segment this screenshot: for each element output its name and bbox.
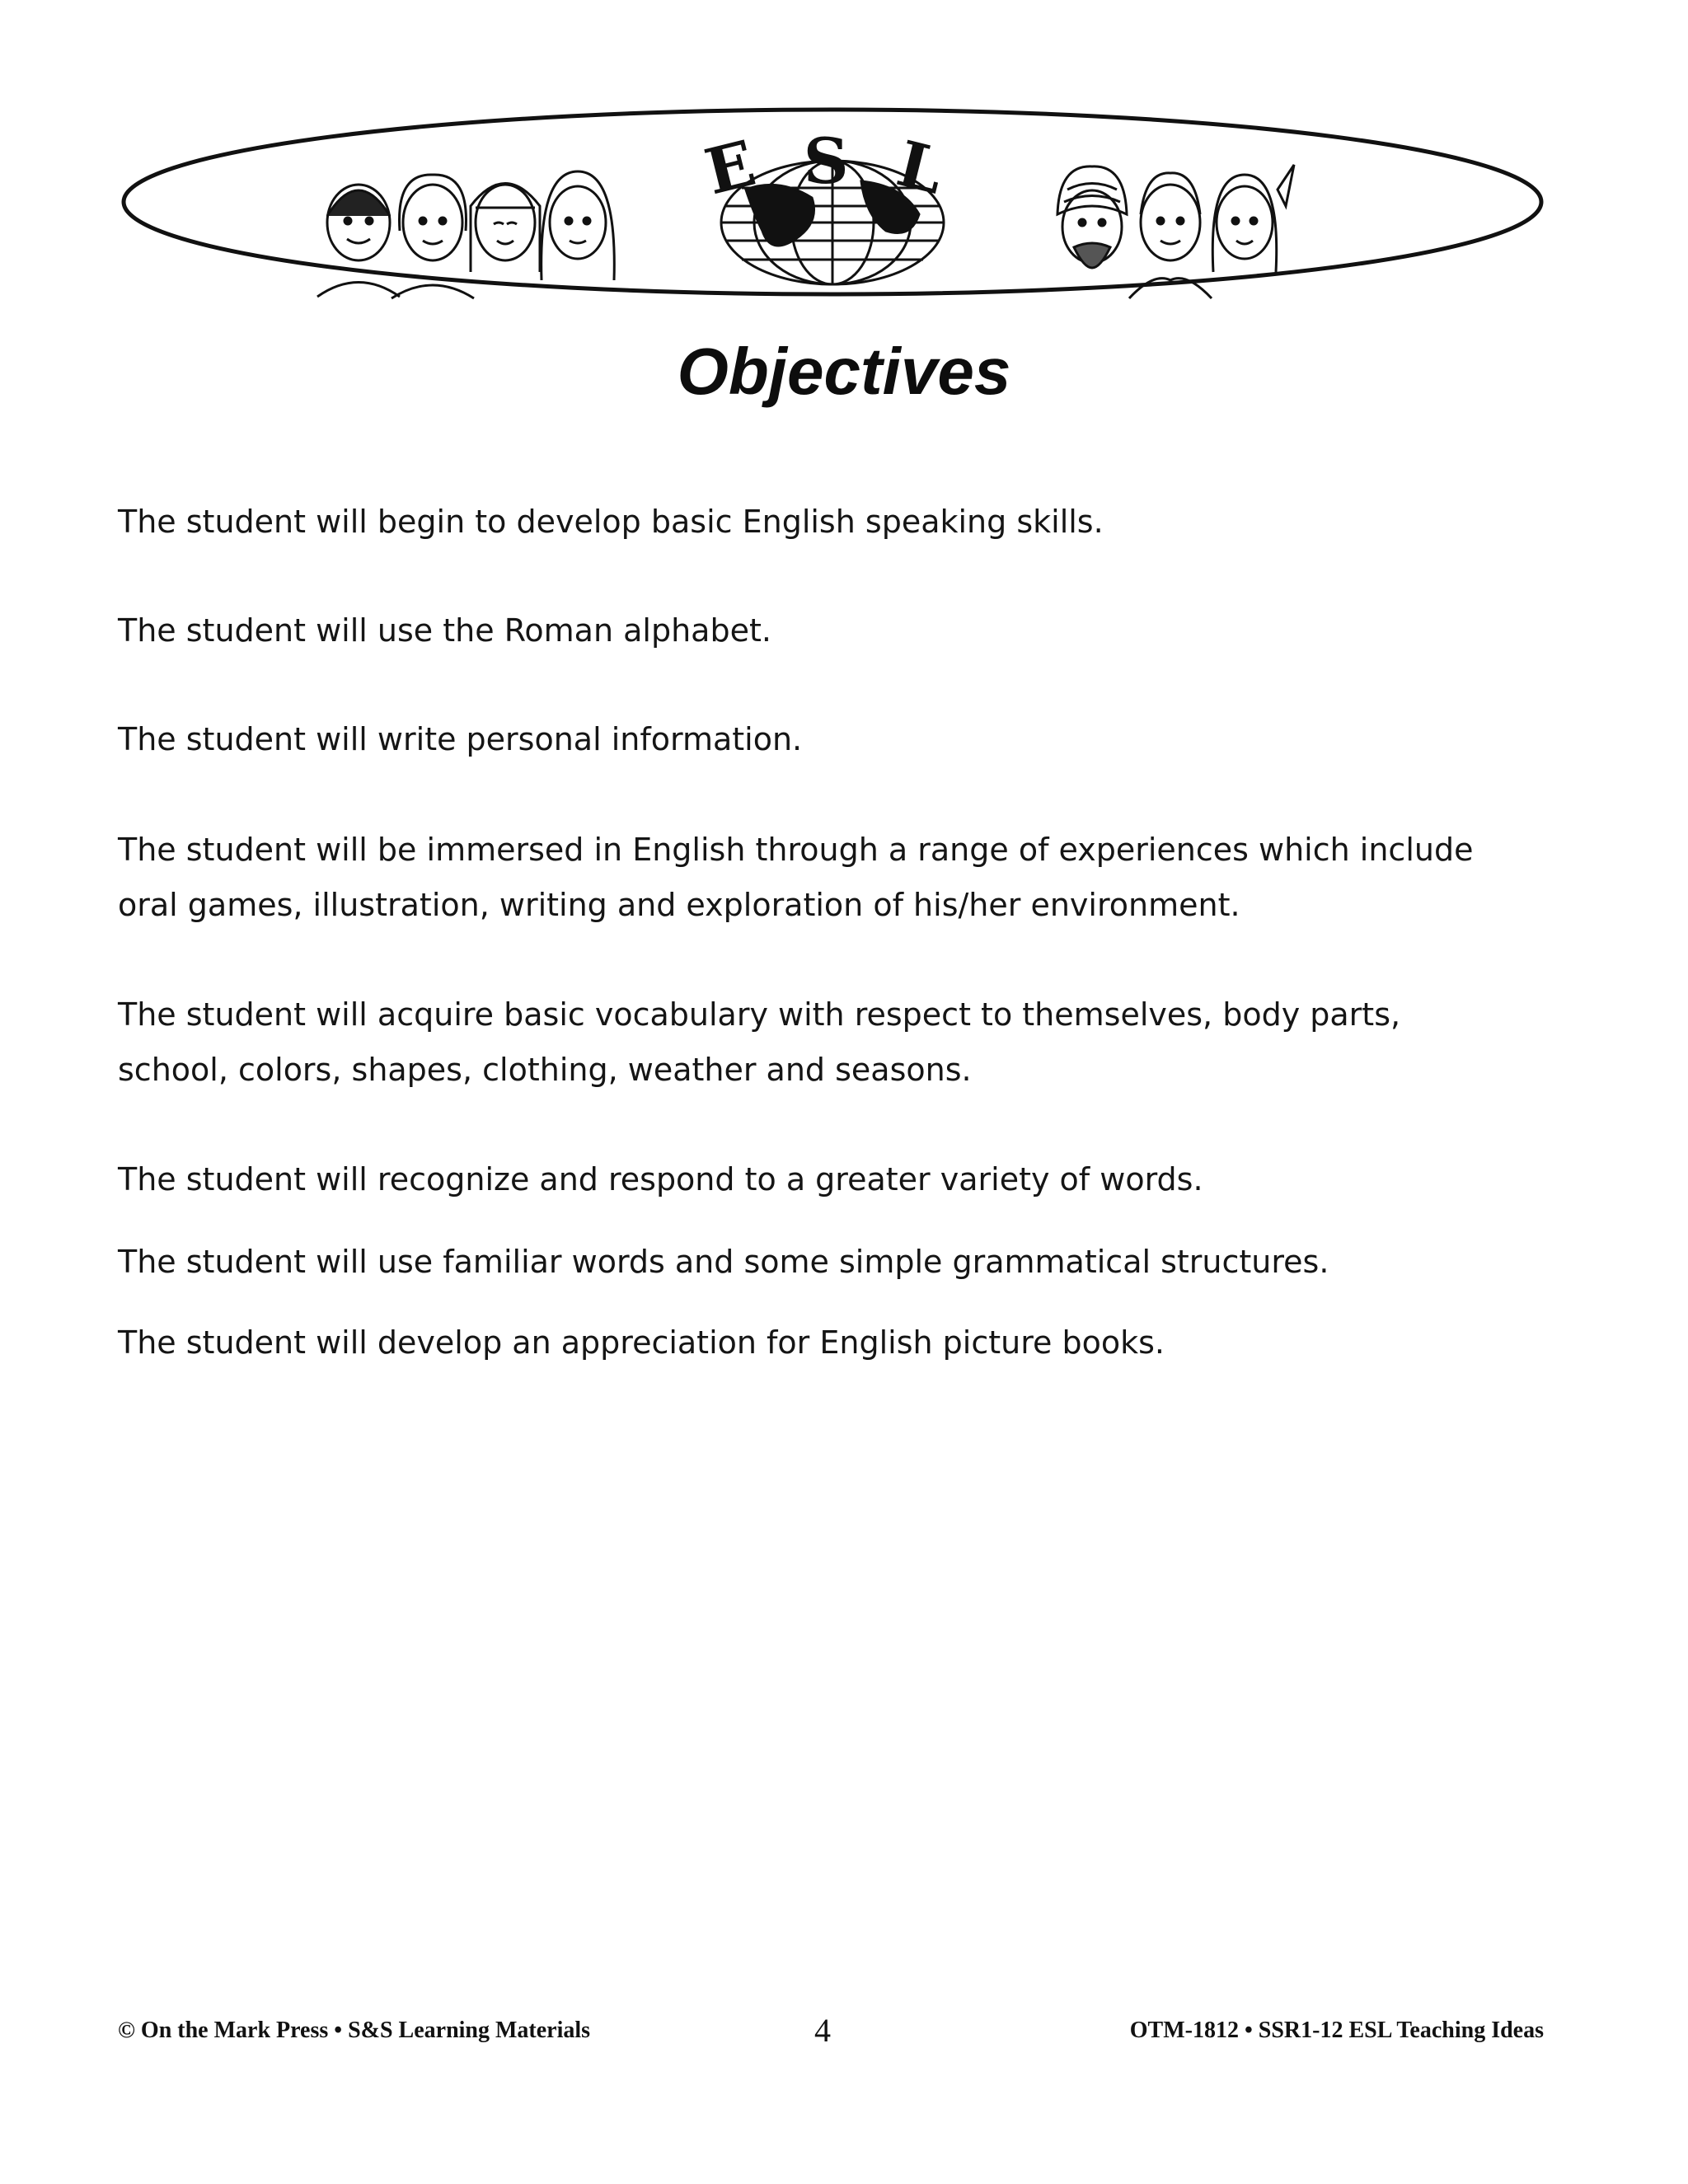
objective-item: The student will be immersed in English through a range of experiences which include oral games, illustration, writing and exploration of his/her environment. — [118, 832, 1474, 923]
objective-item: The student will write personal information. — [118, 721, 803, 757]
page-number: 4 — [814, 2012, 831, 2049]
people-right-illustration — [1057, 165, 1294, 298]
objective-item: The student will use the Roman alphabet. — [118, 612, 771, 649]
esl-banner-letters — [698, 124, 951, 209]
objective-item: The student will recognize and respond to a greater variety of words. — [118, 1161, 1203, 1197]
objective-item: The student will develop an appreciation for English picture books. — [118, 1324, 1165, 1361]
footer-product-code: OTM-1812 • SSR1-12 ESL Teaching Ideas — [1129, 2018, 1544, 2043]
objective-item: The student will acquire basic vocabulary with respect to themselves, body parts, school, colors, shapes, clothing, weather and seasons. — [118, 996, 1401, 1088]
banner-letter-s: S — [803, 124, 849, 198]
page-title: Objectives — [677, 335, 1011, 408]
objective-item: The student will begin to develop basic English speaking skills. — [118, 504, 1104, 540]
banner-letter-l: L — [889, 126, 951, 209]
page-footer — [118, 2011, 1544, 2052]
objective-item: The student will use familiar words and some simple grammatical structures. — [118, 1244, 1329, 1280]
footer-publisher: © On the Mark Press • S&S Learning Materials — [118, 2018, 591, 2043]
banner-letter-e: E — [698, 126, 762, 209]
